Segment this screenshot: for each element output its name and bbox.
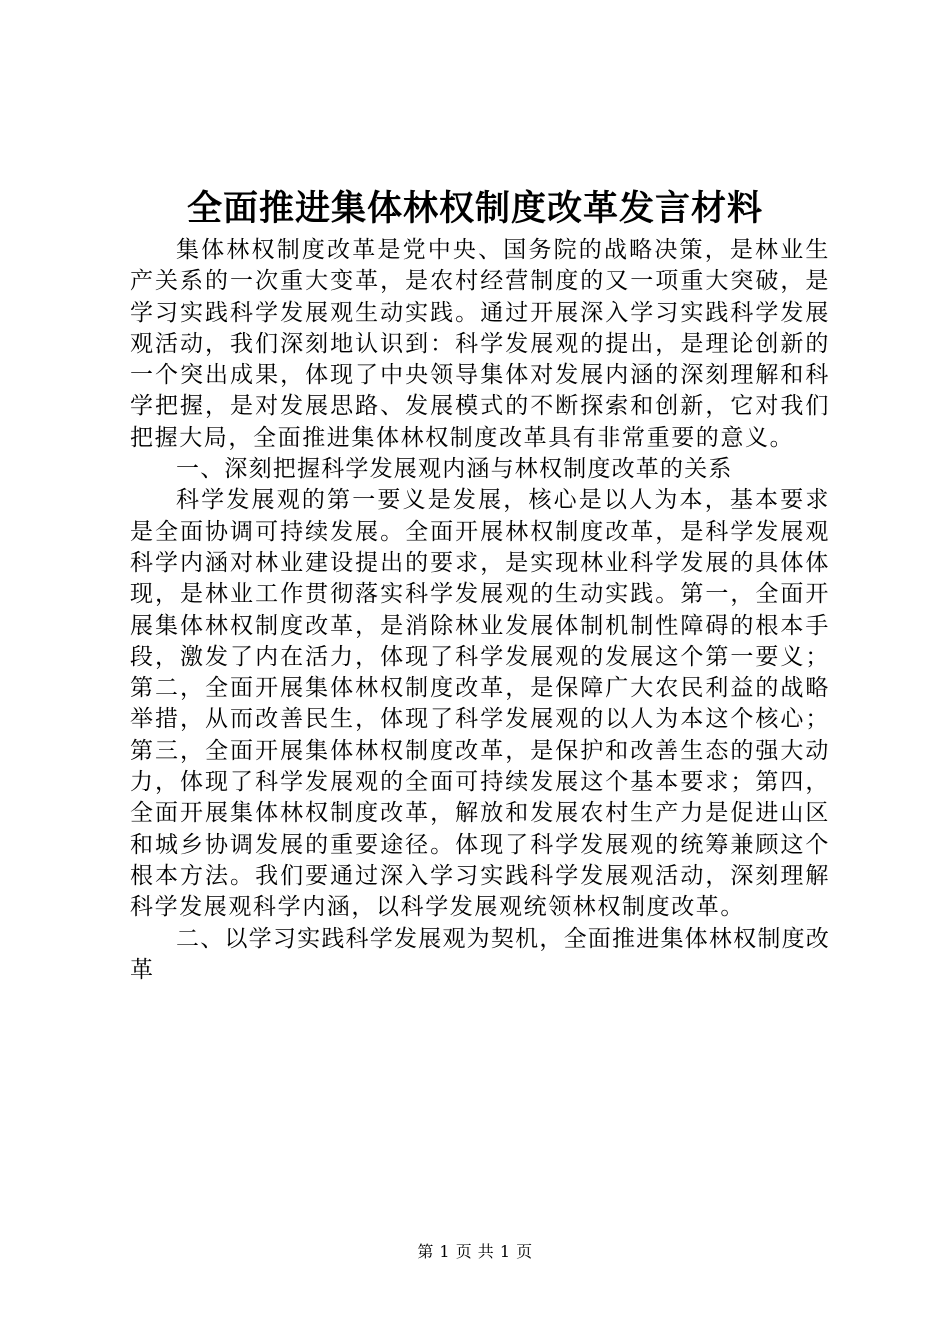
section-1-paragraph: 科学发展观的第一要义是发展，核心是以人为本，基本要求是全面协调可持续发展。全面开展林权制度改革，是科学发展观科学内涵对林业建设提出的要求，是实现林业科学发展的具体体现，是林业工作贯彻落实科学发展观的生动实践。第一，全面开展集体林权制度改革，是消除林业发展体制机制性障碍的根本手段，激发了内在活力，体现了科学发展观的发展这个第一要义；第二，全面开展集体林权制度改革，是保障广大农民利益的战略举措，从而改善民生，体现了科学发展观的以人为本这个核心；第三，全面开展集体林权制度改革，是保护和改善生态的强大动力，体现了科学发展观的全面可持续发展这个基本要求；第四，全面开展集体林权制度改革，解放和发展农村生产力是促进山区和城乡协调发展的重要途径。体现了科学发展观的统筹兼顾这个根本方法。我们要通过深入学习实践科学发展观活动，深刻理解科学发展观科学内涵，以科学发展观统领林权制度改革。 bbox=[130, 487, 830, 921]
document-body bbox=[130, 235, 830, 986]
section-heading-2: 二、以学习实践科学发展观为契机，全面推进集体林权制度改革 bbox=[130, 925, 830, 983]
document-title: 全面推进集体林权制度改革发言材料 bbox=[186, 189, 763, 229]
intro-paragraph: 集体林权制度改革是党中央、国务院的战略决策，是林业生产关系的一次重大变革，是农村经营制度的又一项重大突破，是学习实践科学发展观生动实践。通过开展深入学习实践科学发展观活动，我们深刻地认识到：科学发展观的提出，是理论创新的一个突出成果，体现了中央领导集体对发展内涵的深刻理解和科学把握，是对发展思路、发展模式的不断探索和创新，它对我们把握大局，全面推进集体林权制度改革具有非常重要的意义。 bbox=[130, 237, 830, 451]
section-heading-1: 一、深刻把握科学发展观内涵与林权制度改革的关系 bbox=[176, 456, 733, 483]
page-footer: 第 1 页 共 1 页 bbox=[417, 1242, 533, 1261]
